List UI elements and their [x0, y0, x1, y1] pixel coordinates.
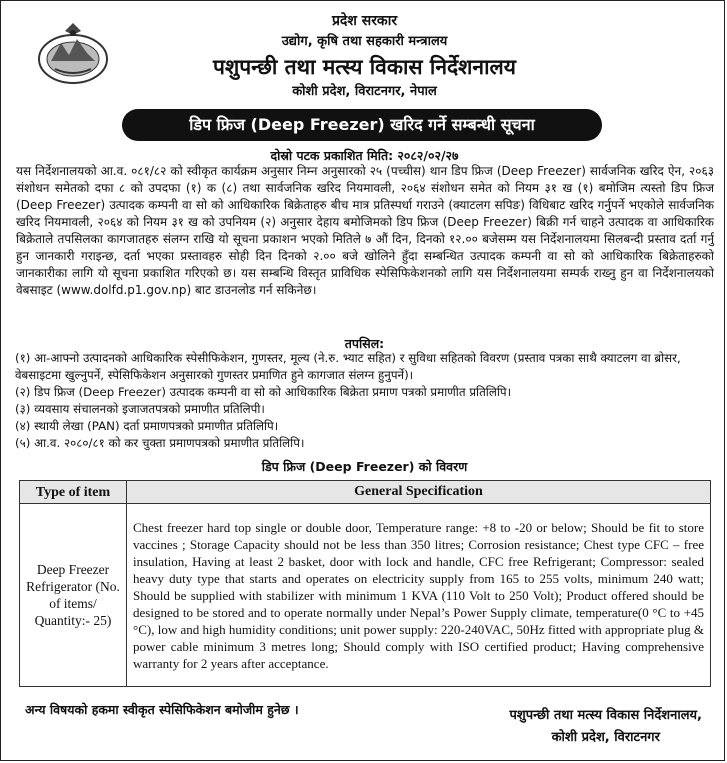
- requirements-list: [15, 350, 715, 452]
- item-spec-cell: Chest freezer hard top single or double door, Temperature range: +8 to -20 or below; Should be fit to store vaccines ; Storage Capacity should not be less than 350 litres; Corrosion resistance; Chest type CFC – free insulation, Having at least 2 basket, door with lock and handle, CFC free Refrigerant; Compressor: sealed heavy duty type that starts and operates on electricity supply from 165 to 255 volts, minimum 240 watt; Should be supplied with stabilizer with minimum 1 KVA (110 Volt to 250 Volt); Product offered should be designed to be stored and to operate normally under Nepal’s Power Supply climate, temperature(0 °C to +45 °C), low and high humidity conditions; unit power supply: 220-240VAC, 50Hz fitted with appropriate plug & power cable minimum 3 metres long; Should comply with ISO certified product; Having comprehensive warranty for 2 years after acceptance.: [127, 504, 711, 687]
- list-item: (५) आ.व. २०८०/८१ को कर चुक्ता प्रमाणपत्रको प्रमाणीत प्रतिलिपि।: [15, 436, 305, 450]
- footer-address: कोशी प्रदेश, विराटनगर: [551, 730, 660, 745]
- header-address: कोशी प्रदेश, विराटनगर, नेपाल: [292, 84, 437, 99]
- header-province-government: प्रदेश सरकार: [331, 13, 398, 29]
- footer-signature-block: [510, 705, 702, 749]
- footer-note: अन्य विषयको हकमा स्वीकृत स्पेसिफिकेशन बमोजीम हुनेछ ।: [25, 702, 299, 717]
- header-general-specification: General Specification: [127, 481, 711, 504]
- notice-body-paragraph: यस निर्देशनालयको आ.व. ०८१/८२ को स्वीकृत कार्यक्रम अनुसार निम्न अनुसारको २५ (पच्चीस) थान डिप फ्रिज (Deep Freezer) सार्वजनिक खरिद ऐन, २०६३ संशोधन समेतको दफा ८ को उपदफा (१) क (८) तथा सार्वजनिक खरिद नियमावली, २०६४ संशोधन समेत को नियम ३१ ख (१) बमोजिम त्यस्तो डिप फ्रिज (Deep Freezer) उत्पादक कम्पनी वा सो को आधिकारिक बिक्रेताहरु बीच मात्र प्रतिस्पर्धा गराउने (क्याटलग सपिङ) विधिबाट खरिद गर्नुपर्ने भएकोले सार्वजनिक खरिद नियमावली, २०६४ को नियम ३१ ख को उपनियम (२) अनुसार देहाय बमोजिमको डिप फ्रिज (Deep Freezer) बिक्री गर्न चाहने उत्पादक वा आधिकारिक बिक्रेताले तपसिलका कागजातहरु संलग्न राखि यो सूचना प्रकाशन भएको मितिले ७ औं दिन, दिनको १२.०० बजेसम्म यस निर्देशनालयमा सिलबन्दी प्रस्ताव दर्ता गर्नु हुन जानकारी गराइन्छ, दर्ता भएका प्रस्तावहरु सोही दिन दिनको २.०० बजे खोलिने हुँदा सम्बन्धित उत्पादक कम्पनी वा सो को आधिकारिक बिक्रेताहरुको जानकारीका लागि यो सूचना प्रकाशित गरिएको छ। यस सम्बन्धि विस्तृत प्राविधिक स्पेसिफिकेशनको लागि यस निर्देशनालयमा सम्पर्क राख्नु हुन वा निर्देशनालयको वेबसाइट (www.dolfd.p1.gov.np) बाट डाउनलोड गर्न सकिनेछ।: [16, 164, 714, 297]
- list-item: (४) स्थायी लेखा (PAN) दर्ता प्रमाणपत्रको प्रमाणीत प्रतिलिपि।: [15, 419, 279, 433]
- list-item: (१) आ-आफ्नो उत्पादनको आधिकारिक स्पेसीफिकेशन, गुणस्तर, मूल्य (ने.रु. भ्याट सहित) र सुविधा सहितको विवरण (प्रस्ताव पत्रका साथै क्याटलग वा ब्रोसर, वेबसाइटमा खुल्नुपर्ने, स्पेसिफिकेशन अनुसारको गुणस्तर प्रमाणित हुने कागजात संलग्न हुनुपर्ने)।: [15, 351, 681, 382]
- specification-table: [19, 480, 711, 687]
- table-header-row: [20, 481, 711, 504]
- spec-section-title: डिप फ्रिज (Deep Freezer) को विवरण: [261, 459, 468, 474]
- list-title: तपसिल:: [344, 336, 385, 351]
- header-type-of-item: Type of item: [20, 481, 127, 504]
- header-ministry: उद्योग, कृषि तथा सहकारी मन्त्रालय: [281, 34, 448, 49]
- list-item: (२) डिप फ्रिज (Deep Freezer) उत्पादक कम्पनी वा सो को आधिकारिक बिक्रेता प्रमाण पत्रको प्रमाणीत प्रतिलिपि।: [15, 385, 512, 399]
- publication-date: दोस्रो पटक प्रकाशित मिति: २०८२/०२/२७: [270, 148, 459, 163]
- header-directorate: पशुपन्छी तथा मत्स्य विकास निर्देशनालय: [213, 55, 516, 79]
- item-type-cell: Deep Freezer Refrigerator (No. of items/ Quantity:- 25): [20, 504, 127, 687]
- table-row: [20, 504, 711, 687]
- list-item: (३) व्यवसाय संचालनको इजाजतपत्रको प्रमाणीत प्रतिलिपी।: [15, 402, 265, 416]
- footer-directorate-name: पशुपन्छी तथा मत्स्य विकास निर्देशनालय,: [509, 708, 702, 723]
- notice-title-banner: डिप फ्रिज (Deep Freezer) खरिद गर्ने सम्बन्धी सूचना: [122, 109, 602, 141]
